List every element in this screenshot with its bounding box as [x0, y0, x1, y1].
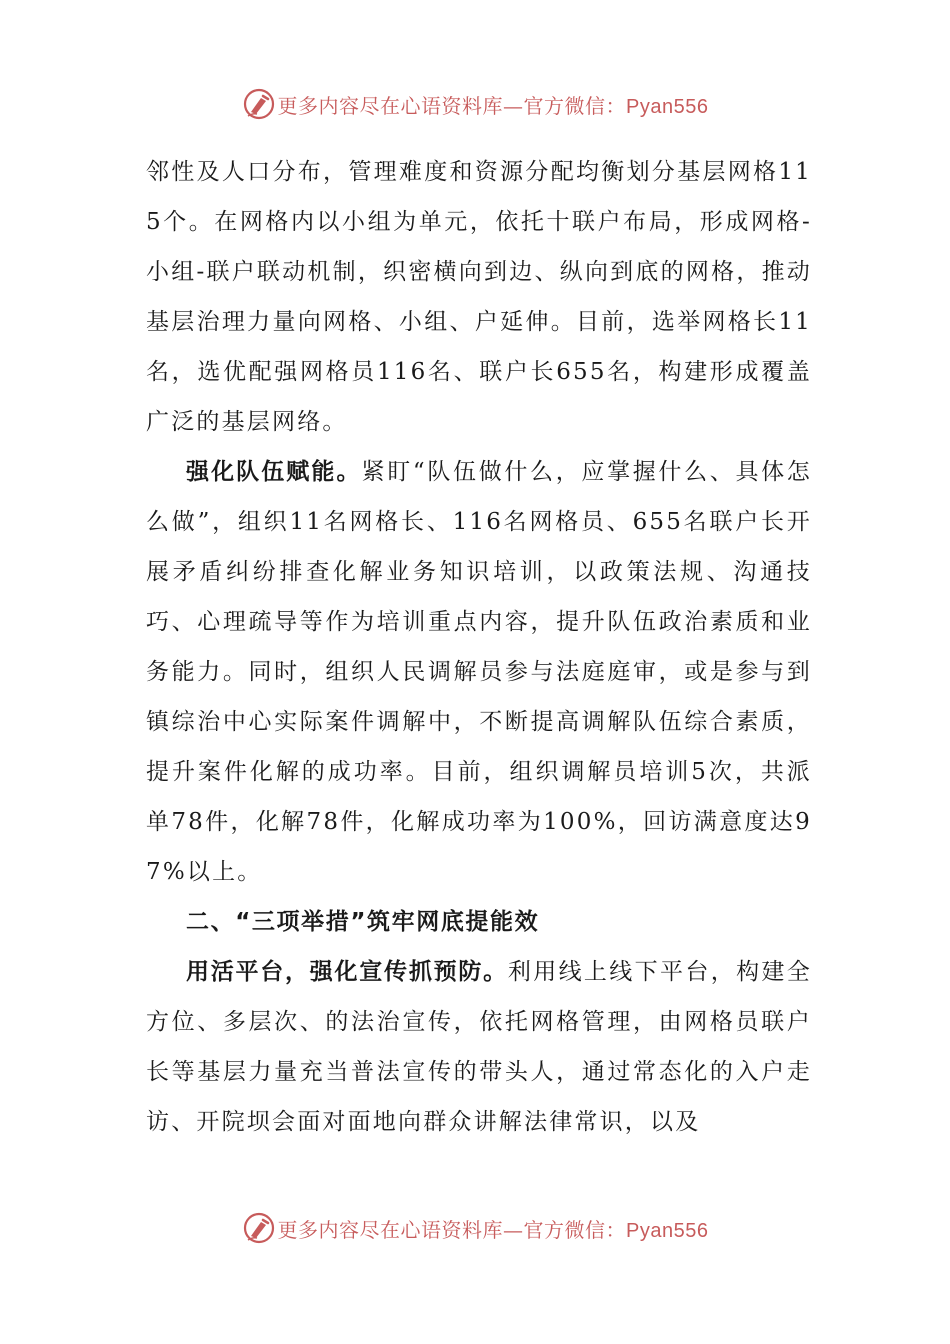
paragraph-2-lead: 强化队伍赋能。	[186, 459, 362, 485]
pen-nib-circle-icon	[242, 1211, 276, 1245]
paragraph-3-lead: 用活平台，强化宣传抓预防。	[186, 959, 508, 985]
pen-nib-circle-icon	[242, 87, 276, 121]
watermark-text-top: 更多内容尽在心语资料库—官方微信：Pyan556	[277, 93, 709, 118]
paragraph-3: 用活平台，强化宣传抓预防。利用线上线下平台，构建全方位、多层次、的法治宣传，依托网格管理，由网格员联户长等基层力量充当普法宣传的带头人，通过常态化的入户走访、开院坝会面对面地向群众讲解法律常识，以及	[146, 959, 812, 1135]
section-heading: 二、“三项举措”筑牢网底提能效	[186, 909, 540, 935]
document-body	[146, 147, 812, 1147]
paragraph-1: 邻性及人口分布，管理难度和资源分配均衡划分基层网格115个。在网格内以小组为单元，依托十联户布局，形成网格-小组-联户联动机制，织密横向到边、纵向到底的网格，推动基层治理力量向网格、小组、户延伸。目前，选举网格长11名，选优配强网格员116名、联户长655名，构建形成覆盖广泛的基层网络。	[146, 159, 812, 435]
paragraph-2: 强化队伍赋能。紧盯“队伍做什么，应掌握什么、具体怎么做”，组织11名网格长、116名网格员、655名联户长开展矛盾纠纷排查化解业务知识培训，以政策法规、沟通技巧、心理疏导等作为培训重点内容，提升队伍政治素质和业务能力。同时，组织人民调解员参与法庭庭审，或是参与到镇综治中心实际案件调解中，不断提高调解队伍综合素质，提升案件化解的成功率。目前，组织调解员培训5次，共派单78件，化解78件，化解成功率为100%，回访满意度达97%以上。	[146, 459, 813, 885]
watermark-banner-bottom	[0, 1208, 950, 1248]
watermark-text-bottom: 更多内容尽在心语资料库—官方微信：Pyan556	[277, 1217, 709, 1242]
watermark-banner-top	[0, 84, 950, 124]
